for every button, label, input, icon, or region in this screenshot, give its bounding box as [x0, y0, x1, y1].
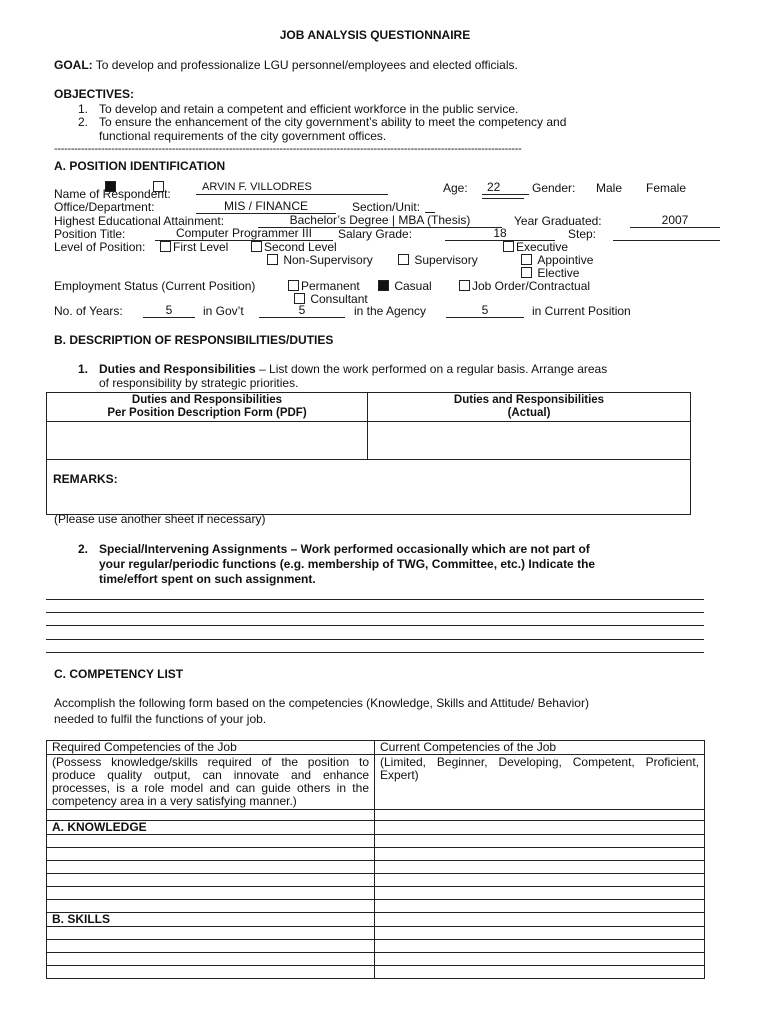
- knowledge-cell[interactable]: [47, 848, 375, 861]
- knowledge-cell[interactable]: [47, 887, 375, 900]
- skills-cell[interactable]: [375, 966, 705, 979]
- checkbox-icon: [251, 241, 262, 252]
- checkbox-icon: [398, 254, 409, 265]
- duties-actual-cell[interactable]: [368, 422, 691, 460]
- goal-line: [54, 58, 518, 72]
- objective-item-1: [78, 102, 519, 116]
- level-elective-label: Elective: [537, 266, 580, 280]
- required-competencies-desc: (Possess knowledge/skills required of the position to produce quality output, can innovate and enhance processes, is a role model and can guide others in the competency area in a very satisfying manner.): [47, 755, 375, 810]
- skills-cell[interactable]: [47, 953, 375, 966]
- skills-cell[interactable]: [375, 927, 705, 940]
- competency-cell[interactable]: [375, 821, 705, 835]
- objective-item-2: [78, 115, 567, 129]
- age-label: Age:: [443, 181, 468, 195]
- skills-cell[interactable]: [375, 940, 705, 953]
- level-first[interactable]: [160, 240, 228, 254]
- name-value[interactable]: ARVIN F. VILLODRES: [196, 181, 388, 195]
- level-second[interactable]: [251, 240, 337, 254]
- duties-pdf-header-l2: Per Position Description Form (PDF): [107, 407, 307, 419]
- section-c-heading: C. COMPETENCY LIST: [54, 667, 184, 681]
- knowledge-cell[interactable]: [375, 900, 705, 913]
- competency-intro-l1: Accomplish the following form based on the competencies (Knowledge, Skills and Attitude/ Behavior): [54, 696, 589, 710]
- years-current-label: in Current Position: [532, 304, 631, 318]
- checkbox-icon: [459, 280, 470, 291]
- salary-grade-label: Salary Grade:: [338, 227, 413, 241]
- office-label: Office/Department:: [54, 200, 155, 214]
- duties-actual-header: [368, 393, 691, 422]
- remarks-cell[interactable]: [47, 460, 691, 515]
- level-label: Level of Position:: [54, 240, 146, 254]
- objective-text: To ensure the enhancement of the city government’s ability to meet the competency and: [99, 115, 567, 129]
- knowledge-cell[interactable]: [47, 900, 375, 913]
- knowledge-cell[interactable]: [47, 835, 375, 848]
- level-appointive-label: Appointive: [537, 253, 594, 267]
- education-value[interactable]: Bachelor’s Degree | MBA (Thesis): [258, 214, 502, 228]
- checkbox-icon: [160, 241, 171, 252]
- emp-joborder-label: Job Order/Contractual: [472, 279, 591, 293]
- salary-grade-value[interactable]: 18: [445, 227, 555, 241]
- checkbox-filled-icon: [378, 280, 389, 291]
- knowledge-cell[interactable]: [375, 874, 705, 887]
- years-agency-label: in the Agency: [354, 304, 427, 318]
- special-assignments-l3: time/effort spent on such assignment.: [99, 572, 316, 586]
- level-nonsupervisory-label: Non-Supervisory: [283, 253, 373, 267]
- level-second-label: Second Level: [264, 240, 337, 254]
- competency-cell[interactable]: [47, 810, 375, 821]
- skills-cell[interactable]: [47, 966, 375, 979]
- blank-line[interactable]: [46, 599, 704, 600]
- section-b-heading: B. DESCRIPTION OF RESPONSIBILITIES/DUTIES: [54, 333, 334, 347]
- emp-joborder[interactable]: [459, 279, 590, 293]
- emp-permanent-label: Permanent: [301, 279, 360, 293]
- emp-consultant-label: Consultant: [310, 292, 368, 306]
- separator-line: -------------------------------------------------------------------------------------------------------------------------------------------: [54, 143, 522, 155]
- year-graduated-label: Year Graduated:: [514, 214, 602, 228]
- blank-line[interactable]: [46, 639, 704, 640]
- required-competencies-header: Required Competencies of the Job: [47, 741, 375, 755]
- competency-cell[interactable]: [375, 913, 705, 927]
- checkbox-icon: [288, 280, 299, 291]
- current-competencies-desc: (Limited, Beginner, Developing, Competent, Proficient, Expert): [375, 755, 705, 810]
- sheet-note: (Please use another sheet if necessary): [54, 512, 266, 526]
- knowledge-cell[interactable]: [47, 861, 375, 874]
- special-assignments-num: 2.: [78, 542, 89, 556]
- years-agency-value[interactable]: 5: [259, 304, 345, 318]
- gender-label: Gender:: [532, 181, 576, 195]
- duties-text: – List down the work performed on a regular basis. Arrange areas: [255, 362, 608, 376]
- page-title: JOB ANALYSIS QUESTIONNAIRE: [279, 28, 471, 42]
- objectives-label: OBJECTIVES:: [54, 87, 135, 101]
- special-assignments-l1: Special/Intervening Assignments – Work performed occasionally which are not part of: [99, 542, 590, 556]
- checkbox-icon: [503, 241, 514, 252]
- level-supervisory-label: Supervisory: [414, 253, 478, 267]
- blank-line[interactable]: [46, 652, 704, 653]
- duties-pdf-header-l1: Duties and Responsibilities: [131, 394, 283, 406]
- level-supervisory[interactable]: [398, 253, 478, 267]
- section-a-heading: A. POSITION IDENTIFICATION: [54, 159, 226, 173]
- knowledge-cell[interactable]: [375, 835, 705, 848]
- remarks-label: REMARKS:: [53, 472, 118, 486]
- education-label: Highest Educational Attainment:: [54, 214, 225, 228]
- emp-casual[interactable]: [378, 279, 432, 293]
- level-appointive[interactable]: [521, 253, 593, 267]
- year-graduated-value[interactable]: 2007: [630, 214, 720, 228]
- age-value[interactable]: 22: [482, 181, 529, 195]
- years-current-value[interactable]: 5: [446, 304, 524, 318]
- duties-pdf-header: [47, 393, 368, 422]
- objective-num: 1.: [78, 102, 89, 116]
- level-nonsupervisory[interactable]: [267, 253, 373, 267]
- emp-permanent[interactable]: [288, 279, 360, 293]
- knowledge-cell[interactable]: [375, 861, 705, 874]
- years-label: No. of Years:: [54, 304, 123, 318]
- skills-cell[interactable]: [47, 927, 375, 940]
- position-label: Position Title:: [54, 227, 126, 241]
- years-gov-value[interactable]: 5: [143, 304, 195, 318]
- knowledge-cell[interactable]: [47, 874, 375, 887]
- years-gov-label: in Gov’t: [203, 304, 244, 318]
- emp-casual-label: Casual: [394, 279, 432, 293]
- knowledge-heading: A. KNOWLEDGE: [47, 821, 375, 835]
- checkbox-icon: [267, 254, 278, 265]
- section-unit-label: Section/Unit:: [352, 200, 421, 214]
- competency-table: [46, 740, 705, 979]
- duties-num: 1.: [78, 362, 89, 376]
- duties-table: [46, 392, 691, 515]
- blank-line[interactable]: [46, 625, 704, 626]
- skills-heading: B. SKILLS: [47, 913, 375, 927]
- checkbox-icon: [521, 267, 532, 278]
- duties-title: Duties and Responsibilities: [99, 362, 256, 376]
- duties-actual-header-l1: Duties and Responsibilities: [453, 394, 605, 406]
- office-value[interactable]: MIS / FINANCE: [196, 200, 336, 214]
- competency-intro-l2: needed to fulfil the functions of your job.: [54, 712, 267, 726]
- duties-item: [78, 362, 608, 376]
- level-executive-label: Executive: [516, 240, 569, 254]
- employment-label: Employment Status (Current Position): [54, 279, 256, 293]
- skills-cell[interactable]: [47, 940, 375, 953]
- skills-cell[interactable]: [375, 953, 705, 966]
- level-elective[interactable]: [521, 266, 579, 280]
- level-first-label: First Level: [173, 240, 229, 254]
- name-label: Name of Respondent:: [54, 187, 171, 201]
- current-competencies-header: Current Competencies of the Job: [375, 741, 705, 755]
- goal-text: To develop and professionalize LGU personnel/employees and elected officials.: [95, 58, 518, 72]
- objective-num: 2.: [78, 115, 89, 129]
- knowledge-cell[interactable]: [375, 848, 705, 861]
- knowledge-cell[interactable]: [375, 887, 705, 900]
- goal-label: GOAL:: [54, 58, 93, 72]
- step-label: Step:: [568, 227, 597, 241]
- objective-item-2-cont: functional requirements of the city government offices.: [99, 129, 387, 143]
- blank-line[interactable]: [46, 612, 704, 613]
- level-executive[interactable]: [503, 240, 568, 254]
- special-assignments-l2: your regular/periodic functions (e.g. membership of TWG, Committee, etc.) Indicate the: [99, 557, 596, 571]
- objective-text: To develop and retain a competent and efficient workforce in the public service.: [99, 102, 519, 116]
- gender-male[interactable]: Male: [596, 181, 623, 195]
- gender-female[interactable]: Female: [646, 181, 687, 195]
- duties-pdf-cell[interactable]: [47, 422, 368, 460]
- competency-cell[interactable]: [375, 810, 705, 821]
- duties-actual-header-l2: (Actual): [507, 407, 551, 419]
- checkbox-icon: [521, 254, 532, 265]
- duties-text-cont: of responsibility by strategic priorities.: [99, 376, 299, 390]
- position-value[interactable]: Computer Programmer III: [155, 227, 333, 241]
